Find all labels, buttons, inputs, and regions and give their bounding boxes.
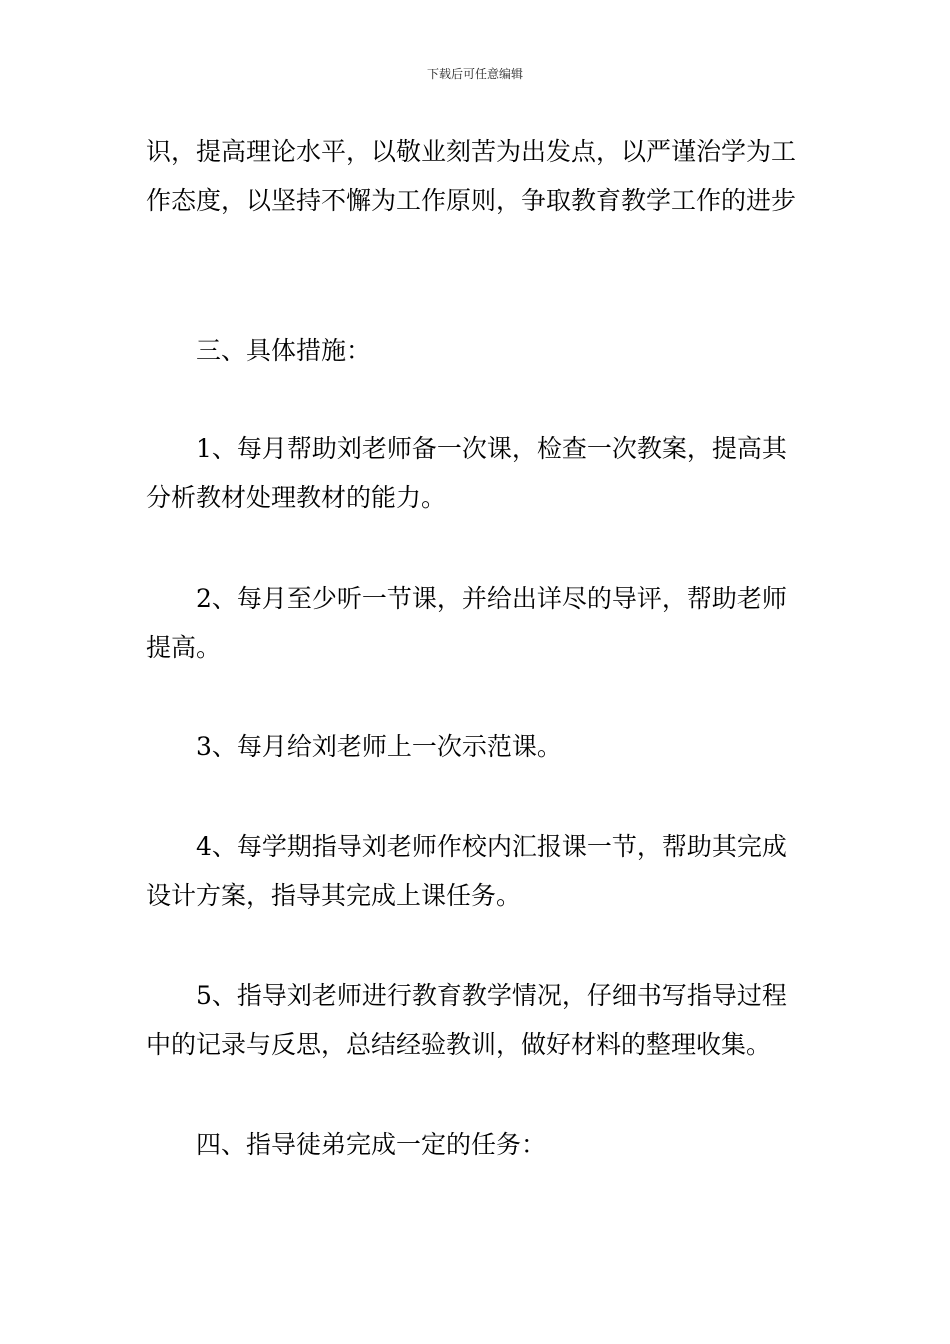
measure-item-4: 4、每学期指导刘老师作校内汇报课一节，帮助其完成设计方案，指导其完成上课任务。	[146, 832, 787, 910]
measure-item-1: 1、每月帮助刘老师备一次课，检查一次教案，提高其分析教材处理教材的能力。	[146, 434, 787, 512]
measure-item-2: 2、每月至少听一节课，并给出详尽的导评，帮助老师提高。	[146, 584, 787, 662]
page-header-note: 下载后可任意编辑	[426, 67, 523, 81]
section-heading-measures: 三、具体措施：	[196, 336, 372, 365]
paragraph-continuation: 识，提高理论水平，以敬业刻苦为出发点，以严谨治学为工作态度，以坚持不懈为工作原则，争取教育教学工作的进步	[146, 137, 797, 215]
section-heading-tasks: 四、指导徒弟完成一定的任务：	[196, 1130, 547, 1159]
measure-item-5: 5、指导刘老师进行教育教学情况，仔细书写指导过程中的记录与反思，总结经验教训，做好材料的整理收集。	[146, 981, 787, 1059]
measure-item-3: 3、每月给刘老师上一次示范课。	[196, 732, 562, 761]
